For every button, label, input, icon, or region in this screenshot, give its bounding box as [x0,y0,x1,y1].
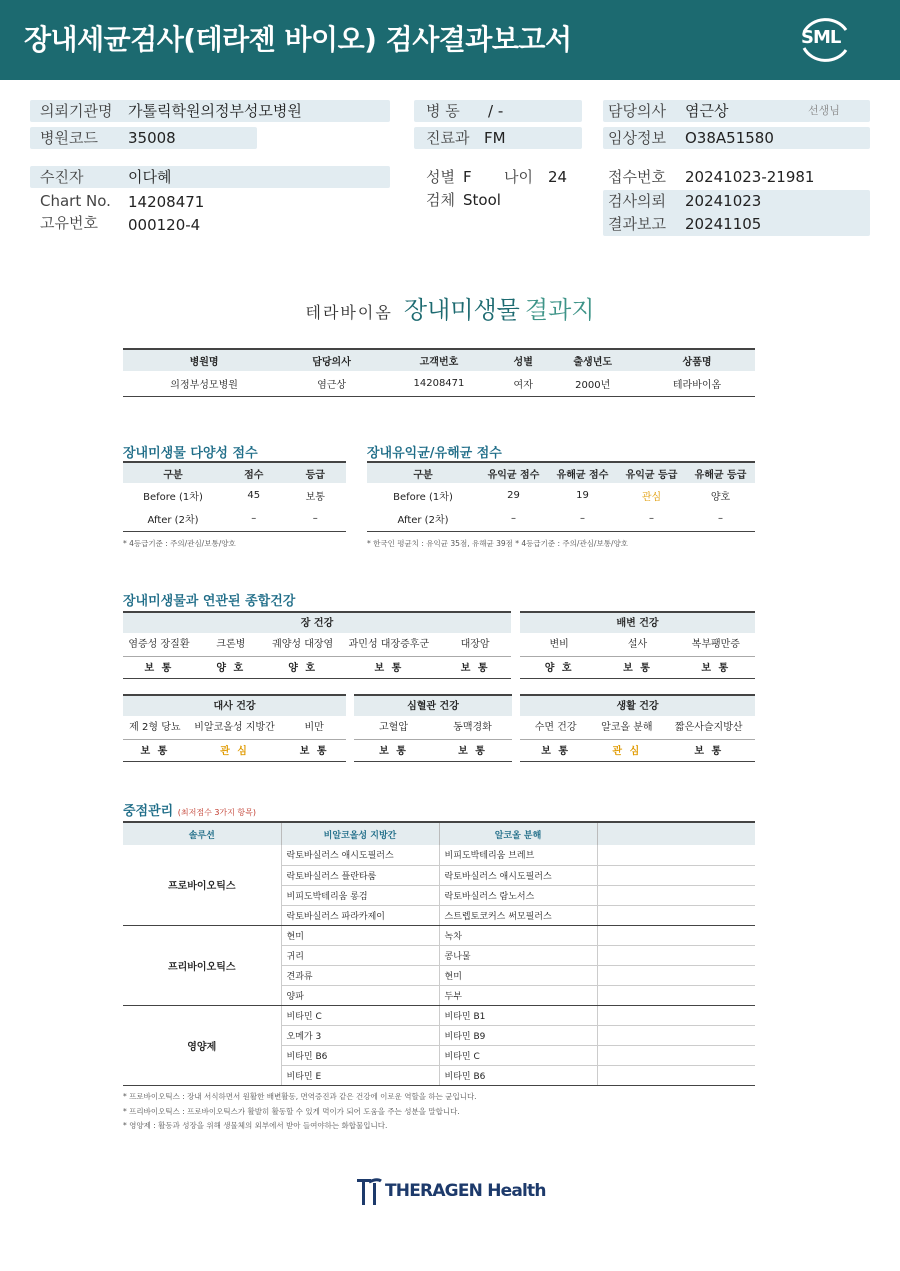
health-value: 보 통 [144,663,174,674]
health-item: 비알코올성 지방간 [194,722,275,733]
health-item: 과민성 대장증후군 [348,639,430,650]
table-cell: 두부 [439,985,597,1005]
table-cell: 비타민 C [439,1045,597,1065]
health-value: 양 호 [216,663,246,674]
table-cell: 오메가 3 [281,1025,439,1045]
table-cell: 관심 [641,491,662,503]
table-cell: – [686,507,755,531]
health-value: 보 통 [701,663,731,674]
table-cell: 비피도박테리움 롱검 [281,885,439,905]
health-title: 장내미생물과 연관된 종합건강 [123,594,296,609]
table-cell [597,885,755,905]
health-item: 제 2형 당뇨 [129,722,181,733]
department-value: FM [484,129,506,147]
cardio-health-title: 심혈관 건강 [354,694,512,716]
footnote: * 프리바이오틱스 : 프로바이오틱스가 활발히 활동할 수 있게 먹이가 되어 도움을 주는 성분을 말합니다. [123,1106,460,1116]
health-item: 수면 건강 [534,722,577,733]
table-cell [597,1025,755,1045]
table-header: 유해균 등급 [686,462,755,483]
solution-category: 프리바이오틱스 [123,925,281,1005]
report-header [0,0,900,80]
table-cell: 락토바실러스 애시도필러스 [439,865,597,885]
request-label: 검사의뢰 [608,192,666,210]
focus-subtitle: (최저점수 3가지 항목) [177,808,257,817]
table-cell: 비피도박테리움 브레브 [439,845,597,865]
table-cell: – [285,507,347,531]
table-header: 구분 [123,462,223,483]
health-value: 보 통 [374,663,404,674]
health-value: 보 통 [694,746,724,757]
health-value: 보 통 [140,746,170,757]
institution-label: 의뢰기관명 [40,102,113,120]
patient-label: 수진자 [40,168,84,186]
diversity-table [123,461,346,532]
receipt-label: 접수번호 [608,168,666,186]
health-value: 관 심 [612,746,642,757]
doctor-label: 담당의사 [608,102,666,120]
table-cell: 염근상 [285,371,378,396]
focus-title-text: 중점관리 [123,804,174,819]
ward-value: / - [488,102,504,120]
table-cell: 19 [576,489,589,501]
table-cell: 락토바실러스 플란타룸 [281,865,439,885]
life-health-title: 생활 건강 [520,694,755,716]
health-value: 관 심 [220,746,249,757]
table-cell: 비타민 E [281,1065,439,1085]
health-item: 복부팽만증 [691,639,740,650]
hospital-code-value: 35008 [128,129,176,147]
sml-logo-text: SML [801,27,841,48]
focus-title [123,800,256,819]
unique-label: 고유번호 [40,214,98,232]
table-cell: 락토바실러스 파라카제이 [281,905,439,925]
health-item: 변비 [549,639,569,650]
health-value: 보 통 [460,663,490,674]
table-cell: 테라바이옴 [639,371,755,396]
table-cell: 비타민 C [281,1005,439,1025]
table-header: 성별 [500,349,546,371]
report-label: 결과보고 [608,215,666,233]
table-cell: 귀리 [281,945,439,965]
unique-value: 000120-4 [128,216,201,234]
table-cell: 현미 [439,965,597,985]
table-cell: 락토바실러스 람노서스 [439,885,597,905]
diversity-title: 장내미생물 다양성 점수 [123,446,258,461]
table-header: 유익균 등급 [617,462,686,483]
table-cell: – [223,507,285,531]
table-cell [597,965,755,985]
table-cell: 양파 [281,985,439,1005]
table-cell [597,845,755,865]
result-title [0,290,900,325]
health-item: 짧은사슬지방산 [674,722,743,733]
table-header: 구분 [367,462,479,483]
life-health-box [520,694,755,762]
table-header: 유해균 점수 [548,462,617,483]
table-cell: 콩나물 [439,945,597,965]
table-cell [597,1065,755,1085]
health-item: 알코올 분해 [601,722,653,733]
sex-value: F [463,168,472,186]
clinical-value: O38A51580 [685,129,774,147]
health-value: 보 통 [458,746,487,757]
table-cell: 비타민 B6 [281,1045,439,1065]
theragen-brand-text: THERAGEN Health [385,1181,546,1201]
table-header: 병원명 [123,349,285,371]
table-cell [597,925,755,945]
table-cell: 비타민 B6 [439,1065,597,1085]
footnote: * 프로바이오틱스 : 장내 서식하면서 원활한 배변활동, 면역증진과 같은 건강에 이로운 역할을 하는 균입니다. [123,1092,477,1101]
sex-label: 성별 [426,168,455,186]
ward-label: 병 동 [426,102,460,120]
bowel-health-box [520,611,755,679]
table-cell: 보통 [305,491,325,503]
chart-value: 14208471 [128,193,205,211]
table-cell: 녹차 [439,925,597,945]
gut-health-box [123,611,511,679]
table-header [597,822,755,845]
result-title-main: 장내미생물 [403,296,520,324]
footnote: * 영양제 : 활동과 성장을 위해 생물체의 외부에서 받아 들여야하는 화합물입니다. [123,1121,388,1130]
table-cell [597,1045,755,1065]
doctor-value: 염근상 [685,102,729,120]
table-header: 점수 [223,462,285,483]
result-title-prefix: 테라바이옴 [305,303,393,322]
health-item: 설사 [627,639,648,650]
table-header: 알코올 분해 [439,822,597,845]
health-item: 궤양성 대장염 [272,639,334,650]
metabolic-health-box [123,694,346,762]
institution-value: 가톨릭학원의정부성모병원 [128,102,302,120]
table-cell: – [617,507,686,531]
specimen-value: Stool [463,191,501,209]
table-cell: – [479,507,548,531]
table-cell [597,1005,755,1025]
table-header: 솔루션 [123,822,281,845]
patient-summary-table [123,348,755,397]
table-header: 고객번호 [378,349,500,371]
health-value: 양 호 [288,663,318,674]
age-label: 나이 [504,168,533,186]
table-header: 상품명 [639,349,755,371]
doctor-suffix: 선생님 [808,104,840,117]
theragen-logo-icon [355,1175,383,1207]
bacteria-note: * 한국인 평균치 : 유익균 35점, 유해균 39점 * 4등급기준 : 주의/관심/보통/양호 [367,539,628,548]
report-title: 장내세균검사(테라젠 바이오) 검사결과보고서 [24,23,572,56]
health-item: 크론병 [216,639,246,650]
age-value: 24 [548,168,568,186]
metabolic-health-title: 대사 건강 [123,694,346,716]
table-cell: 락토바실러스 애시도필러스 [281,845,439,865]
health-value: 보 통 [379,746,408,757]
health-item: 비만 [304,722,324,733]
table-header: 비알코올성 지방간 [281,822,439,845]
patient-value: 이다혜 [128,168,172,186]
table-cell: After (2차) [367,507,479,531]
health-value: 보 통 [623,663,652,674]
table-cell: 2000년 [546,371,639,396]
table-cell: 29 [507,489,520,501]
table-cell: 14208471 [378,371,500,396]
table-cell: 스트렙토코커스 써모필러스 [439,905,597,925]
table-cell [597,985,755,1005]
health-item: 대장암 [460,639,490,650]
specimen-label: 검체 [426,191,455,209]
focus-table [123,821,755,1086]
chart-label: Chart No. [40,192,111,210]
health-value: 보 통 [299,746,329,757]
table-cell: 비타민 B1 [439,1005,597,1025]
gut-health-title: 장 건강 [123,611,511,633]
request-value: 20241023 [685,192,762,210]
bowel-health-title: 배변 건강 [520,611,755,633]
solution-category: 영양제 [123,1005,281,1085]
table-cell [597,945,755,965]
bacteria-table [367,461,755,532]
health-item: 염증성 장질환 [128,639,190,650]
result-title-suffix: 결과지 [524,296,595,324]
table-header: 출생년도 [546,349,639,371]
diversity-note: * 4등급기준 : 주의/관심/보통/양호 [123,539,236,548]
health-value: 양 호 [544,663,574,674]
report-value: 20241105 [685,215,762,233]
table-cell [597,905,755,925]
table-cell: – [548,507,617,531]
table-cell: 의정부성모병원 [123,371,285,396]
focus-footnotes [123,1090,477,1134]
receipt-value: 20241023-21981 [685,168,815,186]
table-cell [597,865,755,885]
table-cell: 견과류 [281,965,439,985]
table-cell: 여자 [500,371,546,396]
table-cell: Before (1차) [393,491,453,503]
table-cell: Before (1차) [143,491,203,503]
table-cell: After (2차) [123,507,223,531]
health-item: 고혈압 [379,722,408,733]
clinical-label: 임상정보 [608,129,666,147]
table-header: 유익균 점수 [479,462,548,483]
hospital-code-label: 병원코드 [40,129,98,147]
cardio-health-box [354,694,512,762]
bacteria-title: 장내유익균/유해균 점수 [367,446,502,461]
theragen-brand [355,1175,546,1207]
table-cell: 비타민 B9 [439,1025,597,1045]
table-header: 등급 [285,462,347,483]
health-value: 보 통 [541,746,571,757]
department-label: 진료과 [426,129,470,147]
solution-category: 프로바이오틱스 [123,845,281,925]
table-cell: 45 [247,489,261,501]
table-header: 담당의사 [285,349,378,371]
health-item: 동맥경화 [453,722,492,733]
table-cell: 양호 [710,491,731,503]
table-cell: 현미 [281,925,439,945]
